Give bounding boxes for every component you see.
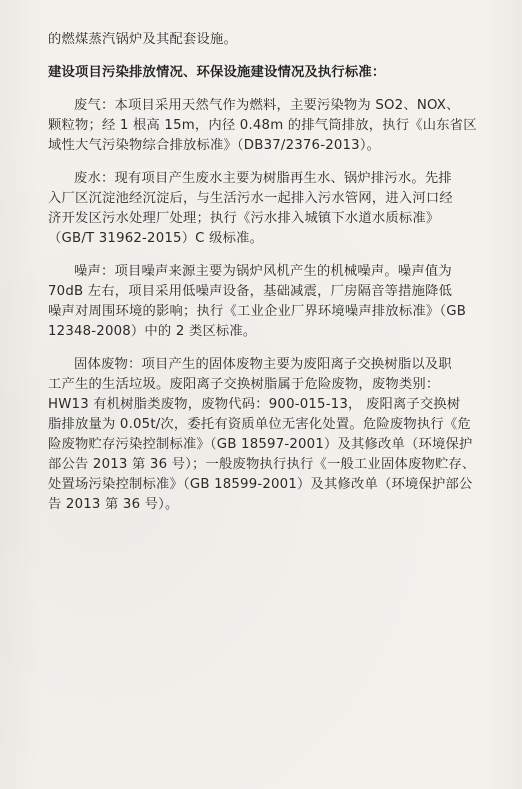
section-heading: 建设项目污染排放情况、环保设施建设情况及执行标准： [48, 65, 386, 80]
exhaust-paragraph [48, 96, 477, 156]
paragraph-line: 险废物贮存污染控制标准》（GB 18597-2001）及其修改单（环境保护 [48, 437, 473, 452]
paragraph-line: 工产生的生活垃圾。废阳离子交换树脂属于危险废物，废物类别： [48, 377, 440, 392]
paragraph-line: 济开发区污水处理厂处理；执行《污水排入城镇下水道水质标准》 [48, 211, 440, 226]
paragraph-line: 脂排放量为 0.05t/次，委托有资质单位无害化处置。危险废物执行《危 [48, 417, 471, 432]
paragraph-line: 告 2013 第 36 号）。 [48, 497, 179, 512]
intro-tail-line: 的燃煤蒸汽锅炉及其配套设施。 [48, 32, 237, 47]
paragraph-line: 入厂区沉淀池经沉淀后，与生活污水一起排入污水管网，进入河口经 [48, 191, 453, 206]
paragraph-line: 废气：本项目采用天然气作为燃料，主要污染物为 SO2、NOX、 [74, 98, 460, 113]
paragraph-line: HW13 有机树脂类废物，废物代码：900-015-13， 废阳离子交换树 [48, 397, 461, 412]
paragraph-line: 颗粒物；经 1 根高 15m，内径 0.48m 的排气筒排放，执行《山东省区 [48, 118, 477, 133]
paragraph-line: 废水：现有项目产生废水主要为树脂再生水、锅炉排污水。先排 [74, 171, 452, 186]
paragraph-line: 部公告 2013 第 36 号）；一般废物执行执行《一般工业固体废物贮存、 [48, 457, 476, 472]
paragraph-line: 固体废物：项目产生的固体废物主要为废阳离子交换树脂以及职 [74, 357, 452, 372]
paragraph-line: （GB/T 31962-2015）C 级标准。 [48, 231, 264, 246]
paragraph-line: 域性大气污染物综合排放标准》（DB37/2376-2013）。 [48, 138, 381, 153]
solid-waste-paragraph [48, 355, 474, 515]
paragraph-line: 噪声：项目噪声来源主要为锅炉风机产生的机械噪声。噪声值为 [74, 264, 452, 279]
paragraph-line: 12348-2008）中的 2 类区标准。 [48, 324, 257, 339]
paragraph-line: 70dB 左右，项目采用低噪声设备，基础减震，厂房隔音等措施降低 [48, 284, 453, 299]
wastewater-paragraph [48, 169, 474, 249]
noise-paragraph [48, 262, 474, 342]
paragraph-line: 噪声对周围环境的影响；执行《工业企业厂界环境噪声排放标准》（GB [48, 304, 467, 319]
paragraph-line: 处置场污染控制标准》（GB 18599-2001）及其修改单（环境保护部公 [48, 477, 473, 492]
